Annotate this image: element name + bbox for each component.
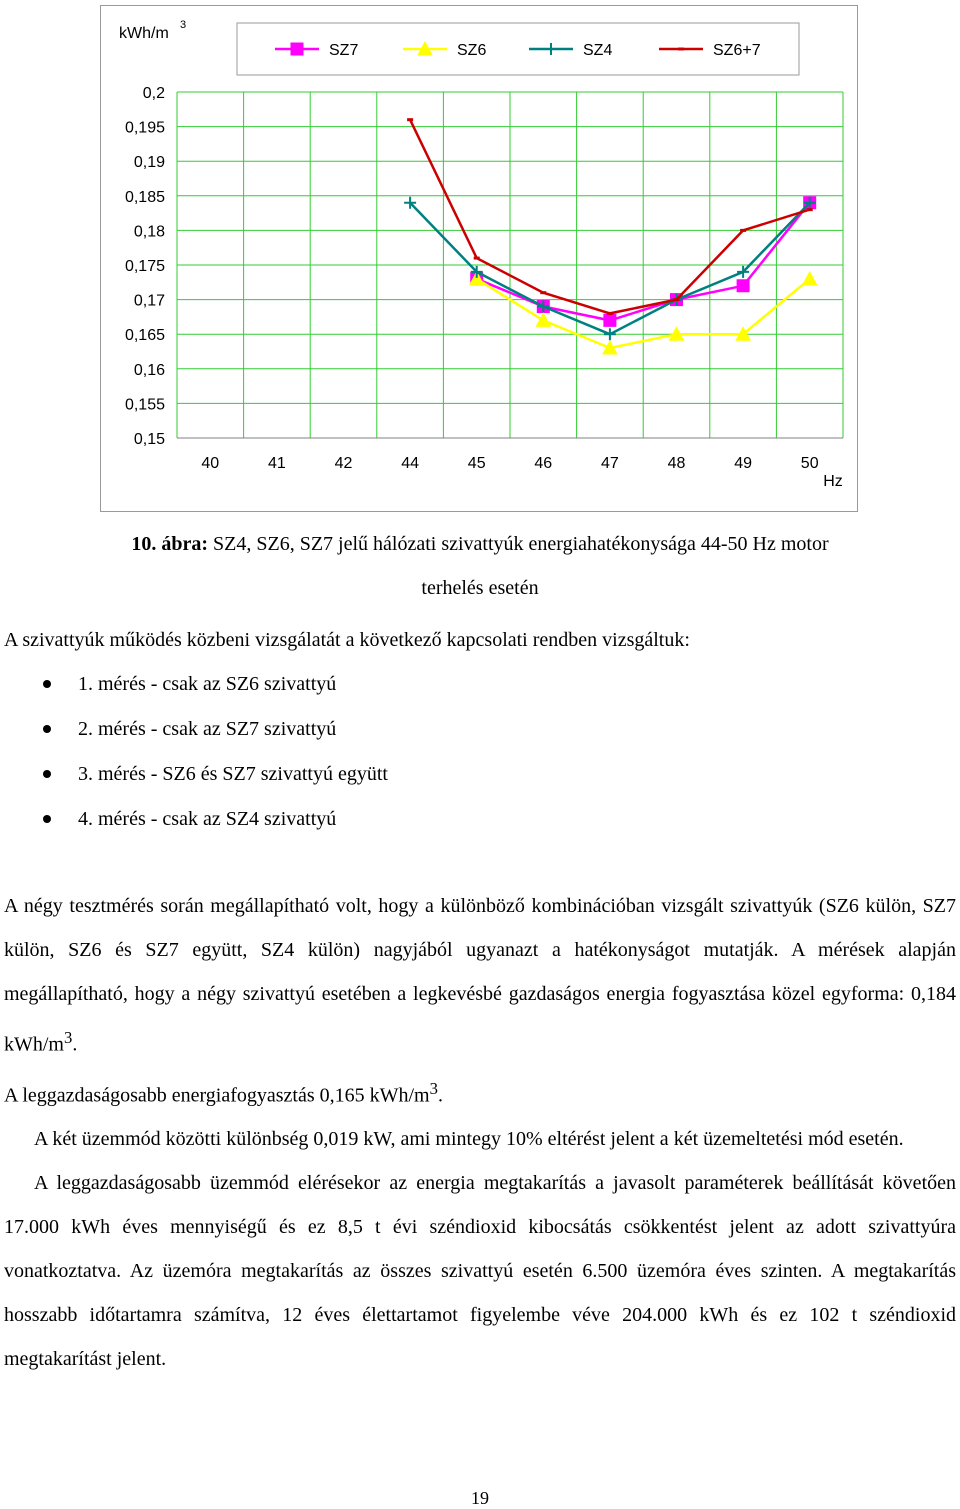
data-point-sz6plus7 xyxy=(807,208,813,211)
intro-paragraph: A szivattyúk működés közbeni vizsgálatát a következő kapcsolati rendben vizsgáltuk: xyxy=(4,629,690,651)
data-point-sz6plus7 xyxy=(674,298,680,301)
y-tick-label: 0,18 xyxy=(133,223,165,241)
y-tick-label: 0,17 xyxy=(133,292,165,310)
measurement-item-3: 3. mérés - SZ6 és SZ7 szivattyú együtt xyxy=(0,752,388,797)
figure-caption-line2: terhelés esetén xyxy=(421,577,539,599)
measurement-item-2: 2. mérés - csak az SZ7 szivattyú xyxy=(0,707,388,752)
y-axis-label-superscript: 3 xyxy=(180,19,187,31)
data-point-sz6plus7 xyxy=(740,229,746,232)
y-tick-label: 0,195 xyxy=(124,119,165,137)
unit-superscript: 3 xyxy=(64,1028,73,1047)
measurement-list xyxy=(0,662,388,842)
legend-label: SZ6+7 xyxy=(713,42,761,59)
data-point-sz6plus7 xyxy=(407,118,413,121)
x-tick-label: 41 xyxy=(268,455,286,472)
x-axis-label: Hz xyxy=(823,473,843,490)
x-tick-label: 50 xyxy=(800,455,819,472)
figure-caption-line1: SZ4, SZ6, SZ7 jelű hálózati szivattyúk energiahatékonysága 44-50 Hz motor xyxy=(208,533,829,555)
legend-label: SZ6 xyxy=(457,42,487,59)
data-point-sz7 xyxy=(604,314,616,326)
paragraph-end: . xyxy=(72,1033,78,1056)
body-text xyxy=(4,884,956,1381)
paragraph-efficiency xyxy=(4,884,956,1067)
data-point-sz6plus7 xyxy=(540,291,546,294)
x-tick-label: 40 xyxy=(201,455,220,472)
legend-marker xyxy=(678,48,684,51)
paragraph-end: . xyxy=(437,1084,443,1107)
paragraph-best xyxy=(4,1067,956,1118)
figure-number: 10. ábra: xyxy=(131,533,209,555)
x-tick-label: 49 xyxy=(734,455,752,472)
paragraph-difference: A két üzemmód közötti különbség 0,019 kW, ami mintegy 10% eltérést jelent a két üzemeltetési mód esetén. xyxy=(34,1128,904,1151)
paragraph-efficiency-text: A négy tesztmérés során megállapítható volt, hogy a különböző kombinációban vizsgált szivattyúk (SZ6 külön, SZ7 külön, SZ6 és SZ7 együtt, SZ4 külön) nagyjából ugyanazt a hatékonyságot mutatják. A mérések alapján megállapítható, hogy a négy szivattyú esetében a legkevésbé gazdaságos energia fogyasztása közel egyforma: 0,184 kWh/m xyxy=(4,895,956,1056)
unit-superscript: 3 xyxy=(429,1078,438,1098)
x-tick-label: 45 xyxy=(467,455,486,472)
y-tick-label: 0,155 xyxy=(124,396,165,414)
x-tick-label: 44 xyxy=(401,455,419,472)
data-point-sz7 xyxy=(737,280,749,292)
y-axis-label: kWh/m xyxy=(119,25,169,42)
data-point-sz6plus7 xyxy=(607,312,613,315)
data-point-sz6plus7 xyxy=(474,257,480,260)
y-tick-label: 0,15 xyxy=(133,431,165,448)
y-tick-label: 0,185 xyxy=(124,188,165,206)
y-tick-label: 0,19 xyxy=(133,154,165,172)
y-tick-label: 0,2 xyxy=(142,85,165,102)
figure-caption xyxy=(0,532,960,556)
x-tick-label: 42 xyxy=(334,455,353,472)
y-tick-label: 0,165 xyxy=(124,327,165,345)
x-tick-label: 47 xyxy=(601,455,619,472)
paragraph-best-text: A leggazdaságosabb energiafogyasztás 0,165 kWh/m xyxy=(4,1084,430,1107)
legend-label: SZ4 xyxy=(583,42,613,59)
paragraph-savings: A leggazdaságosabb üzemmód elérésekor az energia megtakarítás a javasolt paraméterek beállítását követően 17.000 kWh éves mennyiségű és ez 8,5 t évi széndioxid kibocsátás csökkentést jelent az adott szivattyúra vonatkoztatva. Az üzemóra megtakarítás az összes szivattyú esetén 6.500 üzemóra éves szinten. A megtakarítás hosszabb időtartamra számítva, 12 éves élettartamot figyelembe véve 204.000 kWh és ez 102 t széndioxid megtakarítást jelent. xyxy=(4,1172,956,1371)
x-tick-label: 48 xyxy=(667,455,686,472)
legend-label: SZ7 xyxy=(329,42,359,59)
y-tick-label: 0,175 xyxy=(124,258,165,275)
line-chart xyxy=(101,6,857,511)
x-tick-label: 46 xyxy=(534,455,553,472)
y-tick-label: 0,16 xyxy=(133,361,165,379)
measurement-item-1: 1. mérés - csak az SZ6 szivattyú xyxy=(0,662,388,707)
page-number: 19 xyxy=(471,1488,489,1508)
chart-frame xyxy=(100,5,858,512)
measurement-item-4: 4. mérés - csak az SZ4 szivattyú xyxy=(0,797,388,842)
legend-marker xyxy=(291,43,303,55)
